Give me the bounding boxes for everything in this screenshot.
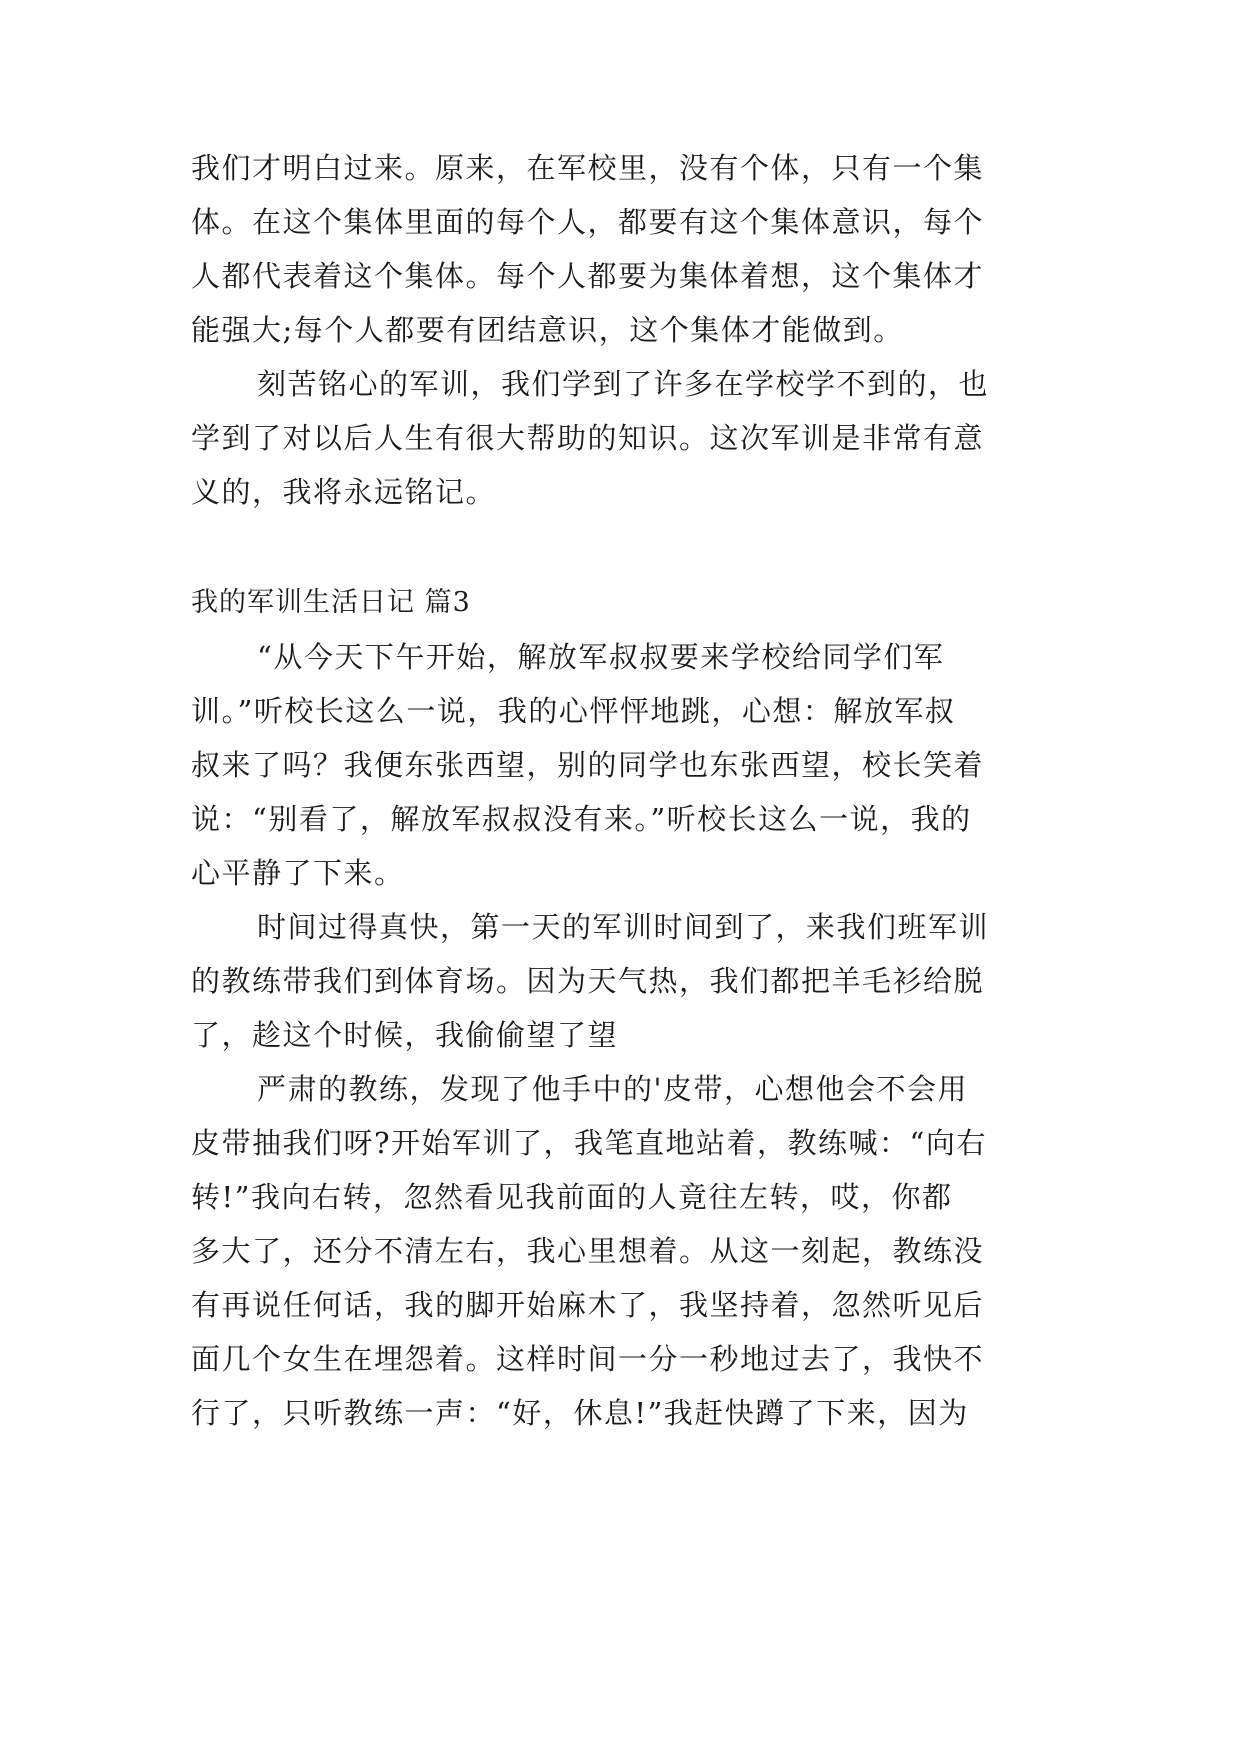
text-line: 能强大;每个人都要有团结意识，这个集体才能做到。 (191, 313, 904, 347)
text-line: 训。”听校长这么一说，我的心怦怦地跳，心想：解放军叔 (191, 694, 956, 728)
text-line: 叔来了吗？我便东张西望，别的同学也东张西望，校长笑着 (191, 748, 985, 782)
text-line: 有再说任何话，我的脚开始麻木了，我坚持着，忽然听见后 (191, 1288, 985, 1322)
text-line: 学到了对以后人生有很大帮助的知识。这次军训是非常有意 (191, 421, 985, 455)
text-line: 皮带抽我们呀?开始军训了，我笔直地站着，教练喊：“向右 (191, 1126, 987, 1160)
text-line: 我们才明白过来。原来，在军校里，没有个体，只有一个集 (191, 151, 985, 185)
text-line: 的教练带我们到体育场。因为天气热，我们都把羊毛衫给脱 (191, 964, 985, 998)
text-line: 心平静了下来。 (191, 856, 405, 890)
text-line: “从今天下午开始，解放军叔叔要来学校给同学们军 (257, 640, 945, 674)
text-line: 转!”我向右转，忽然看见我前面的人竟往左转，哎，你都 (191, 1180, 953, 1214)
text-line: 时间过得真快，第一天的军训时间到了，来我们班军训 (257, 910, 990, 944)
text-line: 刻苦铭心的军训，我们学到了许多在学校学不到的，也 (257, 367, 990, 401)
text-line: 行了，只听教练一声：“好，休息!”我赶快蹲了下来，因为 (191, 1396, 969, 1430)
text-line: 多大了，还分不清左右，我心里想着。从这一刻起，教练没 (191, 1234, 985, 1268)
text-line: 了，趁这个时候，我偷偷望了望 (191, 1018, 619, 1052)
text-line: 人都代表着这个集体。每个人都要为集体着想，这个集体才 (191, 259, 985, 293)
section-heading: 我的军训生活日记 篇3 (191, 587, 471, 618)
text-line: 体。在这个集体里面的每个人，都要有这个集体意识，每个 (191, 205, 985, 239)
text-line: 说：“别看了，解放军叔叔没有来。”听校长这么一说，我的 (191, 802, 972, 836)
text-line: 义的，我将永远铭记。 (191, 475, 497, 509)
text-line: 面几个女生在埋怨着。这样时间一分一秒地过去了，我快不 (191, 1342, 985, 1376)
text-line: 严肃的教练，发现了他手中的'皮带，心想他会不会用 (257, 1072, 968, 1106)
